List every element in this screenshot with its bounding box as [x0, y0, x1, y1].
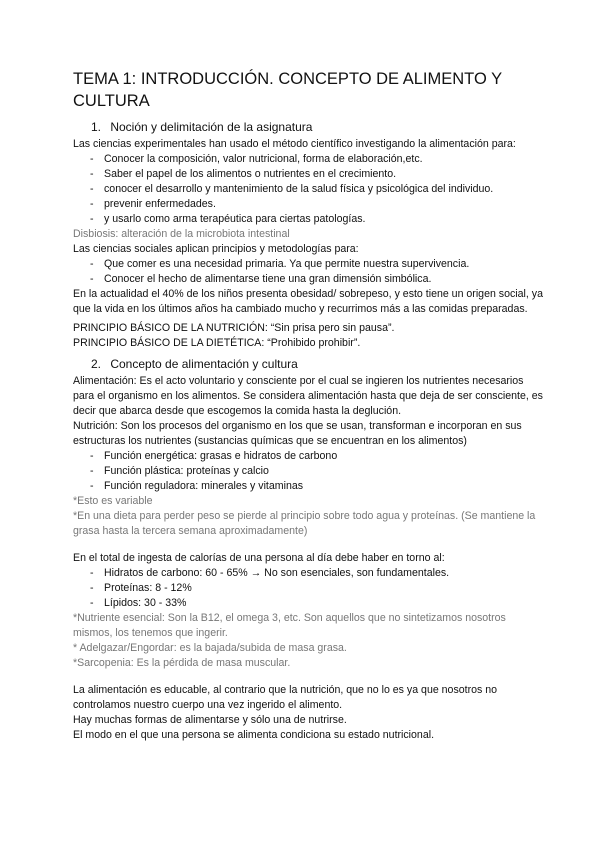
- list-item: - Proteínas: 8 - 12%: [90, 582, 192, 594]
- list-item: - Que comer es una necesidad primaria. Ya que permite nuestra supervivencia.: [90, 258, 470, 270]
- weight-note: * Adelgazar/Engordar: es la bajada/subida de masa grasa.: [73, 642, 347, 654]
- section-1-number: 1.: [91, 120, 102, 134]
- list-item: - Conocer la composición, valor nutricional, forma de elaboración,etc.: [90, 153, 423, 165]
- experimental-list: [73, 152, 543, 227]
- dietetics-principle: PRINCIPIO BÁSICO DE LA DIETÉTICA: “Prohibido prohibir”.: [73, 337, 361, 349]
- section-2-title: Concepto de alimentación y cultura: [110, 357, 298, 371]
- functions-list: [73, 449, 543, 494]
- list-item: - prevenir enfermedades.: [90, 198, 216, 210]
- disbiosis-note: Disbiosis: alteración de la microbiota intestinal: [73, 228, 290, 240]
- nutrition-principle: PRINCIPIO BÁSICO DE LA NUTRICIÓN: “Sin prisa pero sin pausa”.: [73, 322, 395, 334]
- list-item: - Lípidos: 30 - 33%: [90, 597, 187, 609]
- list-item: - Función plástica: proteínas y calcio: [90, 465, 269, 477]
- page-title: TEMA 1: INTRODUCCIÓN. CONCEPTO DE ALIMENTO Y CULTURA: [73, 70, 502, 110]
- section-2-heading: [73, 357, 543, 372]
- list-item: - Conocer el hecho de alimentarse tiene una gran dimensión simbólica.: [90, 273, 432, 285]
- mode-paragraph: El modo en el que una persona se alimenta condiciona su estado nutricional.: [73, 729, 435, 741]
- list-item: - Función reguladora: minerales y vitaminas: [90, 480, 304, 492]
- variable-note: *Esto es variable: [73, 495, 153, 507]
- list-item: - Función energética: grasas e hidratos de carbono: [90, 450, 338, 462]
- list-item: - Saber el papel de los alimentos o nutrientes en el crecimiento.: [90, 168, 397, 180]
- diet-note: *En una dieta para perder peso se pierde al principio sobre todo agua y proteínas. (Se mantiene la grasa hasta la tercera semana aproximadamente): [73, 510, 536, 537]
- forms-paragraph: Hay muchas formas de alimentarse y sólo una de nutrirse.: [73, 714, 347, 726]
- list-item: - y usarlo como arma terapéutica para ciertas patologías.: [90, 213, 366, 225]
- obesity-paragraph: En la actualidad el 40% de los niños presenta obesidad/ sobrepeso, y esto tiene un origen social, ya que la vida en los últimos años ha cambiado mucho y recurrimos más a las comidas preparadas.: [73, 288, 543, 315]
- essential-nutrient-note: *Nutriente esencial: Son la B12, el omega 3, etc. Son aquellos que no sintetizamos nosotros mismos, los tenemos que ingerir.: [73, 612, 506, 639]
- macros-list: [73, 566, 543, 611]
- social-intro: Las ciencias sociales aplican principios y metodologías para:: [73, 243, 359, 255]
- section-1-title: Noción y delimitación de la asignatura: [110, 120, 313, 134]
- alimentacion-definition: Alimentación: Es el acto voluntario y consciente por el cual se ingieren los nutrientes necesarios para el organismo en los alimentos. Se considera alimentación hasta que deja de ser consciente, es decir que abarca desde que escogemos la comida hasta la deglución.: [73, 375, 543, 417]
- list-item: - Hidratos de carbono: 60 - 65% → No son esenciales, son fundamentales.: [90, 567, 450, 579]
- document-page: [73, 68, 543, 743]
- nutricion-definition: Nutrición: Son los procesos del organismo en los que se usan, transforman e incorporan en sus estructuras los nutrientes (sustancias químicas que se encuentran en los alimentos): [73, 420, 522, 447]
- educable-paragraph: La alimentación es educable, al contrario que la nutrición, que no lo es ya que nosotros no controlamos nuestro cuerpo una vez ingerido el alimento.: [73, 684, 498, 711]
- experimental-intro: Las ciencias experimentales han usado el método científico investigando la alimentación para:: [73, 138, 516, 150]
- calories-intro: En el total de ingesta de calorías de una persona al día debe haber en torno al:: [73, 552, 445, 564]
- list-item: - conocer el desarrollo y mantenimiento de la salud física y psicológica del individuo.: [90, 183, 494, 195]
- section-1-heading: [73, 120, 543, 135]
- sarcopenia-note: *Sarcopenia: Es la pérdida de masa muscular.: [73, 657, 291, 669]
- section-2-number: 2.: [91, 357, 102, 371]
- social-list: [73, 257, 543, 287]
